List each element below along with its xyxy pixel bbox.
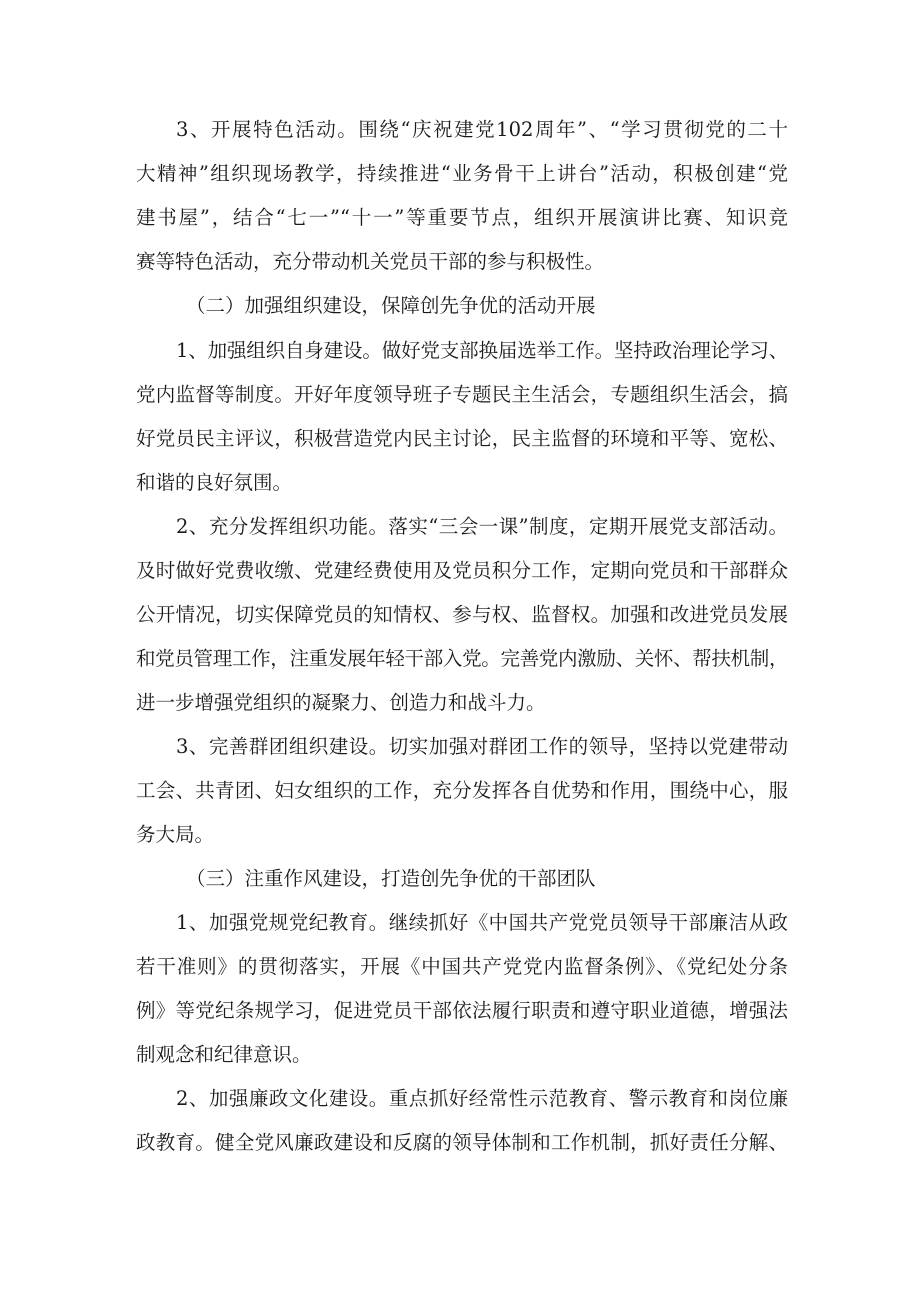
- paragraph-3-2-line-2: 政教育。健全党风廉政建设和反腐的领导体制和工作机制，抓好责任分解、: [136, 1131, 788, 1154]
- paragraph-2-1-line-1: 1、加强组织自身建设。做好党支部换届选举工作。坚持政治理论学习、: [176, 339, 788, 362]
- paragraph-3-line-4: 赛等特色活动，充分带动机关党员干部的参与积极性。: [136, 250, 605, 273]
- paragraph-2-2-line-5: 进一步增强党组织的凝聚力、创造力和战斗力。: [136, 691, 546, 714]
- paragraph-3-2-line-1: 2、加强廉政文化建设。重点抓好经常性示范教育、警示教育和岗位廉: [176, 1087, 788, 1110]
- paragraph-3-1-line-4: 制观念和纪律意识。: [136, 1043, 312, 1066]
- paragraph-2-2-line-2: 及时做好党费收缴、党建经费使用及党员积分工作，定期向党员和干部群众: [136, 559, 788, 582]
- paragraph-2-1-line-3: 好党员民主评议，积极营造党内民主讨论，民主监督的环境和平等、宽松、: [136, 427, 788, 450]
- paragraph-2-3-line-1: 3、完善群团组织建设。切实加强对群团工作的领导，坚持以党建带动: [176, 735, 788, 758]
- paragraph-3-line-3: 建书屋”，结合“七一”“十一”等重要节点，组织开展演讲比赛、知识竞: [136, 206, 788, 229]
- paragraph-2-3-line-2: 工会、共青团、妇女组织的工作，充分发挥各自优势和作用，围绕中心，服: [136, 779, 788, 802]
- paragraph-2-2-line-4: 和党员管理工作，注重发展年轻干部入党。完善党内激励、关怀、帮扶机制，: [136, 647, 788, 670]
- paragraph-3-1-line-3: 例》等党纪条规学习，促进党员干部依法履行职责和遵守职业道德，增强法: [136, 999, 788, 1022]
- section-heading-2: （二）加强组织建设，保障创先争优的活动开展: [186, 294, 596, 317]
- paragraph-3-line-2: 大精神”组织现场教学，持续推进“业务骨干上讲台”活动，积极创建“党: [136, 162, 788, 185]
- paragraph-3-line-1: 3、开展特色活动。围绕“庆祝建党102周年”、“学习贯彻党的二十: [176, 118, 788, 141]
- paragraph-3-1-line-2: 若干准则》的贯彻落实，开展《中国共产党党内监督条例》、《党纪处分条: [136, 955, 788, 978]
- paragraph-2-1-line-2: 党内监督等制度。开好年度领导班子专题民主生活会，专题组织生活会，搞: [136, 383, 788, 406]
- paragraph-2-2-line-1: 2、充分发挥组织功能。落实“三会一课”制度，定期开展党支部活动。: [176, 515, 788, 538]
- paragraph-2-2-line-3: 公开情况，切实保障党员的知情权、参与权、监督权。加强和改进党员发展: [136, 603, 788, 626]
- paragraph-3-1-line-1: 1、加强党规党纪教育。继续抓好《中国共产党党员领导干部廉洁从政: [176, 911, 788, 934]
- paragraph-2-1-line-4: 和谐的良好氛围。: [136, 471, 293, 494]
- paragraph-2-3-line-3: 务大局。: [136, 823, 215, 846]
- section-heading-3: （三）注重作风建设，打造创先争优的干部团队: [186, 867, 596, 890]
